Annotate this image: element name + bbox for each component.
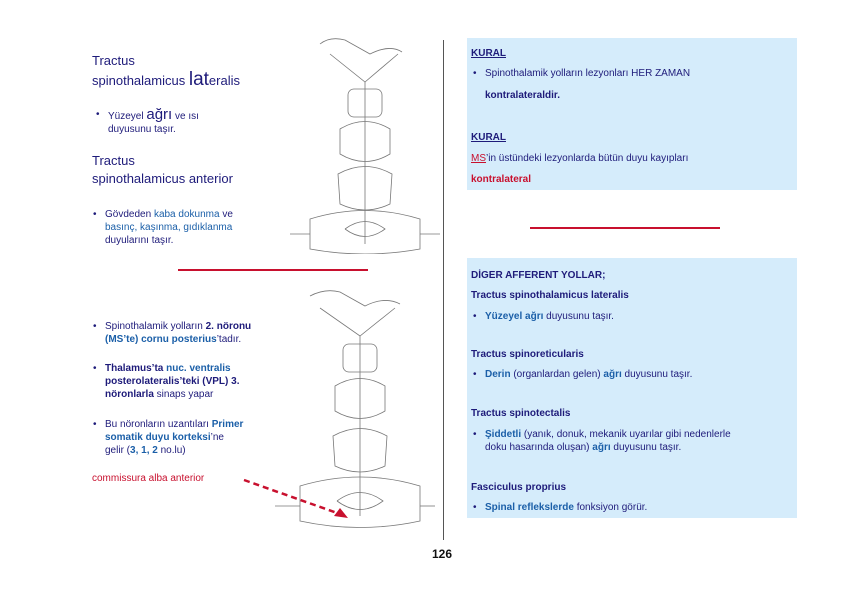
page-number: 126 <box>432 547 453 561</box>
bottom-bullet-2 <box>93 362 240 401</box>
ant-bullet-c: ve <box>219 209 233 220</box>
ant-bullet <box>93 208 233 247</box>
bullet-dot: • <box>473 502 477 513</box>
ant-title-2: spinothalamicus anterior <box>92 171 233 186</box>
lat-bullet-b: ağrı <box>146 106 173 123</box>
bottom-bullet-3 <box>93 418 244 457</box>
divider-right <box>530 227 720 229</box>
bullet-dot: • <box>93 419 97 430</box>
s1-title: Tractus spinothalamicus lateralis <box>471 290 629 301</box>
s3-a: Şiddetli <box>485 429 522 440</box>
s1-line <box>473 310 614 323</box>
kural1-line1 <box>473 67 691 80</box>
lat-title-2b: lat <box>188 69 209 90</box>
arrow-head <box>334 508 348 518</box>
kural2-line1 <box>471 152 688 165</box>
spinothalamic-diagram-top <box>290 34 440 254</box>
arrow-line <box>244 480 340 514</box>
s3-b: (yanık, donuk, mekanik uyarılar gibi nedenlerle <box>521 429 731 440</box>
lat-title-1: Tractus <box>92 53 135 68</box>
s4-b: fonksiyon görür. <box>573 502 648 513</box>
s1-b: duyusunu taşır. <box>543 311 614 322</box>
divider-left <box>178 269 368 271</box>
s2-d: duyusunu taşır. <box>621 369 693 380</box>
afferent-heading: DİGER AFFERENT YOLLAR; <box>471 270 606 281</box>
kural2-line2: kontralateral <box>471 174 532 185</box>
s4-a: Spinal reflekslerde <box>485 502 574 513</box>
kural-box <box>467 38 797 190</box>
b2-d: nöronlarla <box>105 389 154 400</box>
b3-c: somatik duyu korteksi <box>105 432 211 443</box>
s3-d: ağrı <box>592 442 611 453</box>
cortex-outline <box>320 39 402 54</box>
ant-title-1: Tractus <box>92 153 135 168</box>
s2-title: Tractus spinoreticularis <box>471 349 584 360</box>
lat-bullet-d: duyusunu taşır. <box>108 124 176 135</box>
kural2-ms: MS <box>471 153 486 164</box>
ant-bullet-d: basınç, kaşınma, gıdıklanma <box>105 222 233 233</box>
lat-bullet-a: Yüzeyel <box>108 111 147 122</box>
vertical-divider <box>443 40 444 540</box>
b1-c: (MS’te) cornu posterius <box>105 334 217 345</box>
s3-title: Tractus spinotectalis <box>471 408 571 419</box>
kural1-line2: kontralateraldir. <box>485 90 561 101</box>
b3-b: Primer <box>211 419 244 430</box>
lat-bullet <box>96 106 199 136</box>
b3-d: ’ne <box>210 432 224 443</box>
b1-a: Spinothalamik yolların <box>105 321 206 332</box>
lat-title-2a: spinothalamicus <box>92 73 186 88</box>
b3-g: no.lu) <box>157 445 186 456</box>
lat-title-2 <box>92 70 240 91</box>
b2-c: posterolateralis’teki (VPL) 3. <box>105 376 240 387</box>
commissura-arrow <box>240 470 360 530</box>
kural1-title: KURAL <box>471 48 506 59</box>
bullet-dot: • <box>473 369 477 380</box>
s2-c: ağrı <box>603 369 622 380</box>
b2-b: nuc. ventralis <box>166 363 231 374</box>
s4-title: Fasciculus proprius <box>471 482 567 493</box>
cortex-fibers <box>330 54 398 82</box>
b2-a: Thalamus’ta <box>105 363 167 374</box>
lat-bullet-c: ve ısı <box>172 111 199 122</box>
s4-line <box>473 501 648 514</box>
s1-a: Yüzeyel ağrı <box>485 311 544 322</box>
ant-title <box>92 152 233 188</box>
ant-bullet-e: duyularını taşır. <box>105 235 174 246</box>
afferent-box <box>467 258 797 518</box>
lat-title-2c: eralis <box>208 73 240 88</box>
bottom-bullet-1 <box>93 320 252 346</box>
b2-e: sinaps yapar <box>153 389 214 400</box>
b1-b: 2. nöronu <box>205 321 252 332</box>
s2-line <box>473 368 693 381</box>
cortex-outline <box>310 291 400 306</box>
s3-e: duyusunu taşır. <box>610 442 682 453</box>
ant-bullet-b: kaba dokunma <box>153 209 220 220</box>
s3-c: doku hasarında oluşan) <box>485 442 593 453</box>
commissura-label: commissura alba anterior <box>92 473 205 484</box>
s2-b: (organlardan gelen) <box>510 369 604 380</box>
ant-bullet-a: Gövdeden <box>105 209 154 220</box>
bullet-dot: • <box>473 68 477 79</box>
b3-a: Bu nöronların uzantıları <box>105 419 212 430</box>
bullet-dot: • <box>96 109 100 120</box>
cortex-fibers <box>320 308 395 336</box>
bullet-dot: • <box>93 363 97 374</box>
b3-f: 3, 1, 2 <box>130 445 158 456</box>
kural2-line1-rest: ’in üstündeki lezyonlarda bütün duyu kayıpları <box>486 153 689 164</box>
bullet-dot: • <box>93 209 97 220</box>
b3-e: gelir ( <box>105 445 131 456</box>
bullet-dot: • <box>93 321 97 332</box>
bullet-dot: • <box>473 311 477 322</box>
kural1-line1-text: Spinothalamik yolların lezyonları HER ZAMAN <box>485 68 691 79</box>
s3-line <box>473 428 731 454</box>
bullet-dot: • <box>473 429 477 440</box>
kural2-title: KURAL <box>471 132 506 143</box>
s2-a: Derin <box>485 369 511 380</box>
b1-d: ’tadır. <box>216 334 242 345</box>
